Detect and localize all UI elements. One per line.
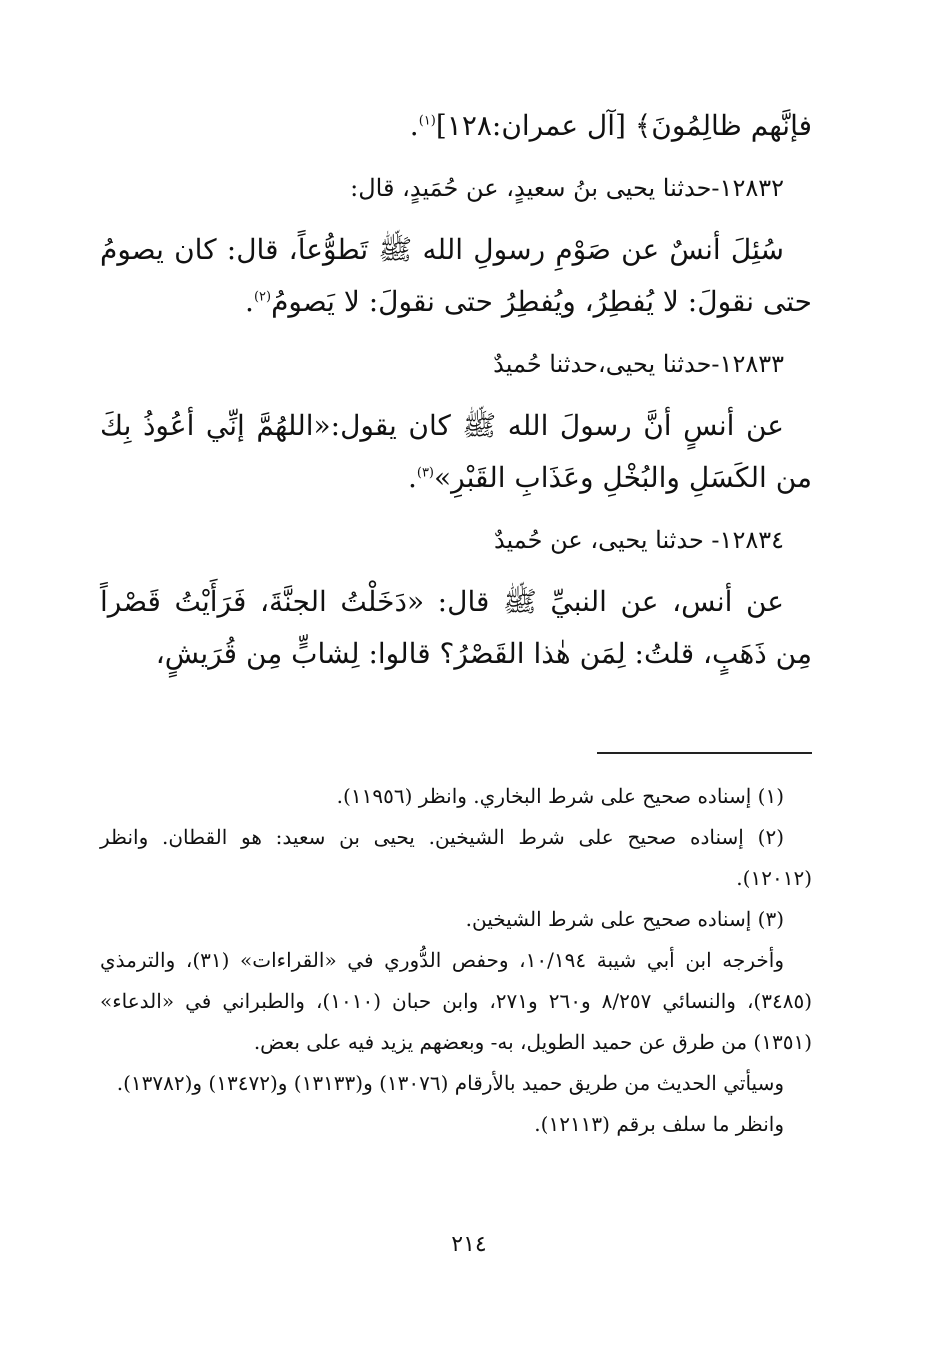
hadith-12834-text: عن أنس، عن النبيِّ ﷺ قال: «دَخَلْتُ الجنَّةَ، فَرَأَيْتُ قَصْراً مِن ذَهَبٍ، قلتُ: لِمَن هٰذا القَصْرُ؟ قالوا: لِشابٍّ مِن قُرَيشٍ،: [100, 585, 812, 670]
footnote-divider: [597, 752, 812, 754]
hadith-12833-end: .: [407, 461, 417, 494]
verse-end: .: [409, 109, 419, 142]
hadith-12833-text: [100, 400, 812, 504]
hadith-12832-body: سُئِلَ أنسٌ عن صَوْمِ رسولِ الله ﷺ تَطوُّعاً، قال: كان يصومُ حتى نقولَ: لا يُفطِرُ، ويُفطِرُ حتى نقولَ: لا يَصومُ: [100, 233, 812, 318]
footnote-3-see-also: وانظر ما سلف برقم (١٢١١٣).: [534, 1112, 784, 1136]
hadith-12833-chain: ١٢٨٣٣-حدثنا يحيى،حدثنا حُميدٌ: [493, 350, 784, 378]
hadith-12832-text: [100, 224, 812, 328]
footnote-1: (١) إسناده صحيح على شرط البخاري. وانظر (١١٩٥٦).: [336, 784, 784, 808]
footnote-3-sources: وأخرجه ابن أبي شيبة ١٠/١٩٤، وحفص الدُّوري في «القراءات» (٣١)، والترمذي (٣٤٨٥)، والنسائي ٨/٢٥٧ و٢٦٠ و٢٧١، وابن حبان (١٠١٠)، والطبراني في «الدعاء» (١٣٥١) من طرق عن حميد الطويل، به- وبعضهم يزيد فيه على بعض.: [100, 948, 813, 1054]
footnote-marker-3: (٣): [416, 465, 434, 481]
quran-verse-ending: [100, 100, 812, 152]
footnote-marker-2: (٢): [253, 289, 272, 305]
footnote-3: (٣) إسناده صحيح على شرط الشيخين.: [465, 907, 784, 931]
hadith-12832-end: .: [245, 285, 254, 318]
footnote-marker-1: (١): [418, 113, 436, 129]
page-number: ٢١٤: [451, 1232, 487, 1257]
hadith-12834-chain: ١٢٨٣٤- حدثنا يحيى، عن حُميدٌ: [493, 526, 784, 554]
footnote-3-cross-refs: وسيأتي الحديث من طريق حميد بالأرقام (١٣٠٧٦) و(١٣١٣٣) و(١٣٤٧٢) و(١٣٧٨٢).: [116, 1071, 784, 1095]
hadith-12833-body: عن أنسٍ أنَّ رسولَ الله ﷺ كان يقول:«اللهُمَّ إنِّي أعُوذُ بِكَ من الكَسَلِ والبُخْلِ وعَذَابِ القَبْرِ»: [100, 409, 812, 494]
verse-text: فإنَّهم ظالِمُونَ﴾ [آل عمران:١٢٨]: [435, 109, 812, 142]
footnote-2: (٢) إسناده صحيح على شرط الشيخين. يحيى بن سعيد: هو القطان. وانظر (١٢٠١٢).: [100, 825, 812, 890]
main-text: [100, 100, 812, 680]
hadith-12832-chain: ١٢٨٣٢-حدثنا يحيى بنُ سعيدٍ، عن حُمَيدٍ، قال:: [350, 174, 784, 202]
footnotes: [100, 776, 812, 1145]
